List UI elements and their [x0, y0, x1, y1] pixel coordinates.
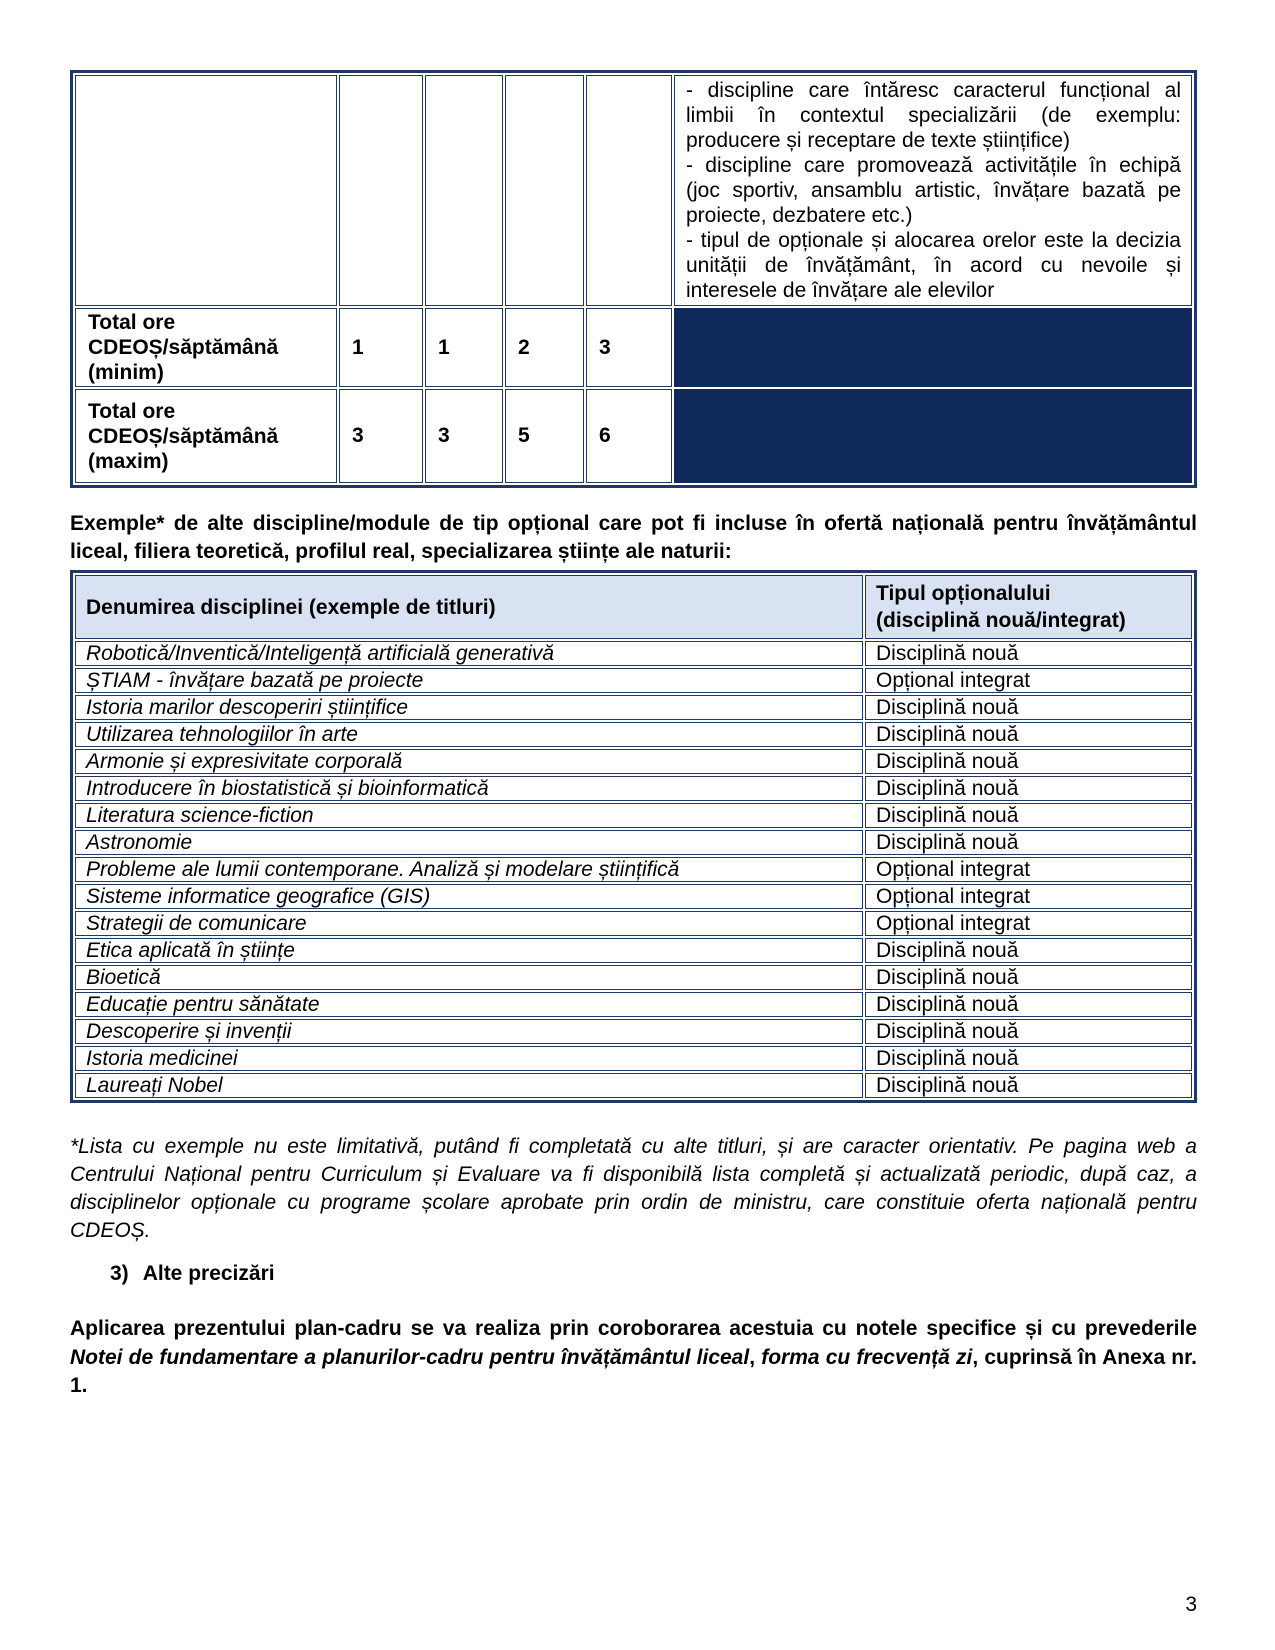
optional-type-cell: Disciplină nouă: [865, 776, 1192, 801]
discipline-name-cell: Laureați Nobel: [75, 1073, 863, 1098]
optional-type-cell: Disciplină nouă: [865, 830, 1192, 855]
section-number: 3): [110, 1262, 129, 1285]
closing-paragraph: [70, 1315, 1197, 1401]
table-row: [75, 884, 1192, 909]
bullet-team: - discipline care promovează activitățile în echipă (joc sportiv, ansamblu artistic, învățare bazată pe proiecte, dezbatere etc.): [686, 154, 1181, 227]
table-row: [75, 965, 1192, 990]
discipline-name-cell: Armonie și expresivitate corporală: [75, 749, 863, 774]
navy-filled-cell: [674, 389, 1192, 483]
closing-text: ,: [749, 1345, 762, 1369]
total-max-value: 6: [586, 389, 672, 483]
table-row: [75, 857, 1192, 882]
table-row: [75, 1019, 1192, 1044]
total-min-value: 1: [339, 308, 423, 387]
page-number: 3: [1185, 1593, 1197, 1616]
optional-type-cell: Disciplină nouă: [865, 695, 1192, 720]
empty-cell: [425, 75, 503, 306]
optional-type-cell: Disciplină nouă: [865, 992, 1192, 1017]
closing-italic-form: forma cu frecvență zi: [761, 1345, 973, 1369]
table-row: [75, 75, 1192, 306]
table-row: [75, 722, 1192, 747]
bullet-decision: - tipul de opționale și alocarea orelor este la decizia unității de învățământ, în acord cu nevoile și interesele de învățare ale elevilor: [686, 229, 1181, 302]
navy-filled-cell: [674, 308, 1192, 387]
table-row: [75, 776, 1192, 801]
total-max-value: 3: [425, 389, 503, 483]
header-discipline-name: Denumirea disciplinei (exemple de titluri): [75, 575, 863, 639]
optional-type-cell: Disciplină nouă: [865, 749, 1192, 774]
discipline-name-cell: Descoperire și invenții: [75, 1019, 863, 1044]
examples-intro-paragraph: Exemple* de alte discipline/module de tip opțional care pot fi incluse în ofertă națională pentru învățământul liceal, filiera teoretică, profilul real, specializarea științe ale naturii:: [70, 512, 1197, 563]
table-row-total-max: [75, 389, 1192, 483]
discipline-name-cell: Probleme ale lumii contemporane. Analiză și modelare științifică: [75, 857, 863, 882]
discipline-name-cell: Educație pentru sănătate: [75, 992, 863, 1017]
table-header-row: [75, 575, 1192, 639]
discipline-name-cell: Introducere în biostatistică și bioinformatică: [75, 776, 863, 801]
table-row: [75, 1046, 1192, 1071]
optional-type-cell: Opțional integrat: [865, 857, 1192, 882]
header-optional-type: Tipul opționalului (disciplină nouă/integrat): [865, 575, 1192, 639]
optional-type-cell: Opțional integrat: [865, 884, 1192, 909]
total-max-value: 3: [339, 389, 423, 483]
total-max-value: 5: [505, 389, 584, 483]
table-row: [75, 668, 1192, 693]
optional-type-cell: Disciplină nouă: [865, 965, 1192, 990]
total-min-value: 2: [505, 308, 584, 387]
table-row: [75, 1073, 1192, 1098]
total-min-value: 3: [586, 308, 672, 387]
discipline-name-cell: Utilizarea tehnologiilor în arte: [75, 722, 863, 747]
table-row: [75, 830, 1192, 855]
discipline-name-cell: Sisteme informatice geografice (GIS): [75, 884, 863, 909]
table-row: [75, 992, 1192, 1017]
closing-text: Aplicarea prezentului plan-cadru se va realiza prin coroborarea acestuia cu notele specifice și cu prevederile: [70, 1317, 1197, 1340]
optional-type-cell: Opțional integrat: [865, 911, 1192, 936]
table-row: [75, 749, 1192, 774]
discipline-name-cell: Astronomie: [75, 830, 863, 855]
optional-type-cell: Opțional integrat: [865, 668, 1192, 693]
closing-italic-reference: Notei de fundamentare a planurilor-cadru pentru învățământul liceal: [70, 1345, 750, 1369]
table-row: [75, 695, 1192, 720]
section-heading: [70, 1262, 1197, 1286]
table-row: [75, 641, 1192, 666]
discipline-name-cell: ȘTIAM - învățare bazată pe proiecte: [75, 668, 863, 693]
optional-type-cell: Disciplină nouă: [865, 938, 1192, 963]
empty-cell: [586, 75, 672, 306]
table-row: [75, 911, 1192, 936]
optional-type-cell: Disciplină nouă: [865, 803, 1192, 828]
empty-cell: [339, 75, 423, 306]
bullet-functional: - discipline care întăresc caracterul funcțional al limbii în contextul specializării (de exemplu: producere și receptare de texte științifice): [686, 79, 1181, 152]
discipline-name-cell: Istoria medicinei: [75, 1046, 863, 1071]
table-row-total-min: [75, 308, 1192, 387]
empty-cell: [505, 75, 584, 306]
table-row: [75, 938, 1192, 963]
discipline-name-cell: Bioetică: [75, 965, 863, 990]
empty-cell: [75, 75, 337, 306]
optional-type-cell: Disciplină nouă: [865, 1046, 1192, 1071]
disciplines-table: [70, 570, 1197, 1103]
totals-table-container: [70, 70, 1197, 488]
total-min-label: Total ore CDEOȘ/săptămână (minim): [75, 308, 337, 387]
totals-table: [70, 70, 1197, 488]
total-max-label: Total ore CDEOȘ/săptămână (maxim): [75, 389, 337, 483]
optional-type-cell: Disciplină nouă: [865, 1019, 1192, 1044]
discipline-name-cell: Istoria marilor descoperiri științifice: [75, 695, 863, 720]
table-row: [75, 803, 1192, 828]
discipline-name-cell: Etica aplicată în științe: [75, 938, 863, 963]
optional-description-cell: [674, 75, 1192, 306]
footnote-paragraph: *Lista cu exemple nu este limitativă, putând fi completată cu alte titluri, și are caracter orientativ. Pe pagina web a Centrului Național pentru Curriculum și Evaluare va fi disponibilă lista completă și actualizată periodic, după caz, a disciplinelor opționale cu programe școlare aprobate prin ordin de ministru, care constituie oferta națională pentru CDEOȘ.: [70, 1135, 1197, 1242]
discipline-name-cell: Literatura science-fiction: [75, 803, 863, 828]
section-title: Alte precizări: [142, 1262, 275, 1285]
optional-type-cell: Disciplină nouă: [865, 722, 1192, 747]
closing-text: , cuprinsă în Anexa nr. 1.: [70, 1345, 1197, 1397]
discipline-name-cell: Robotică/Inventică/Inteligență artificială generativă: [75, 641, 863, 666]
optional-type-cell: Disciplină nouă: [865, 1073, 1192, 1098]
total-min-value: 1: [425, 308, 503, 387]
disciplines-table-container: [70, 570, 1197, 1103]
optional-type-cell: Disciplină nouă: [865, 641, 1192, 666]
discipline-name-cell: Strategii de comunicare: [75, 911, 863, 936]
